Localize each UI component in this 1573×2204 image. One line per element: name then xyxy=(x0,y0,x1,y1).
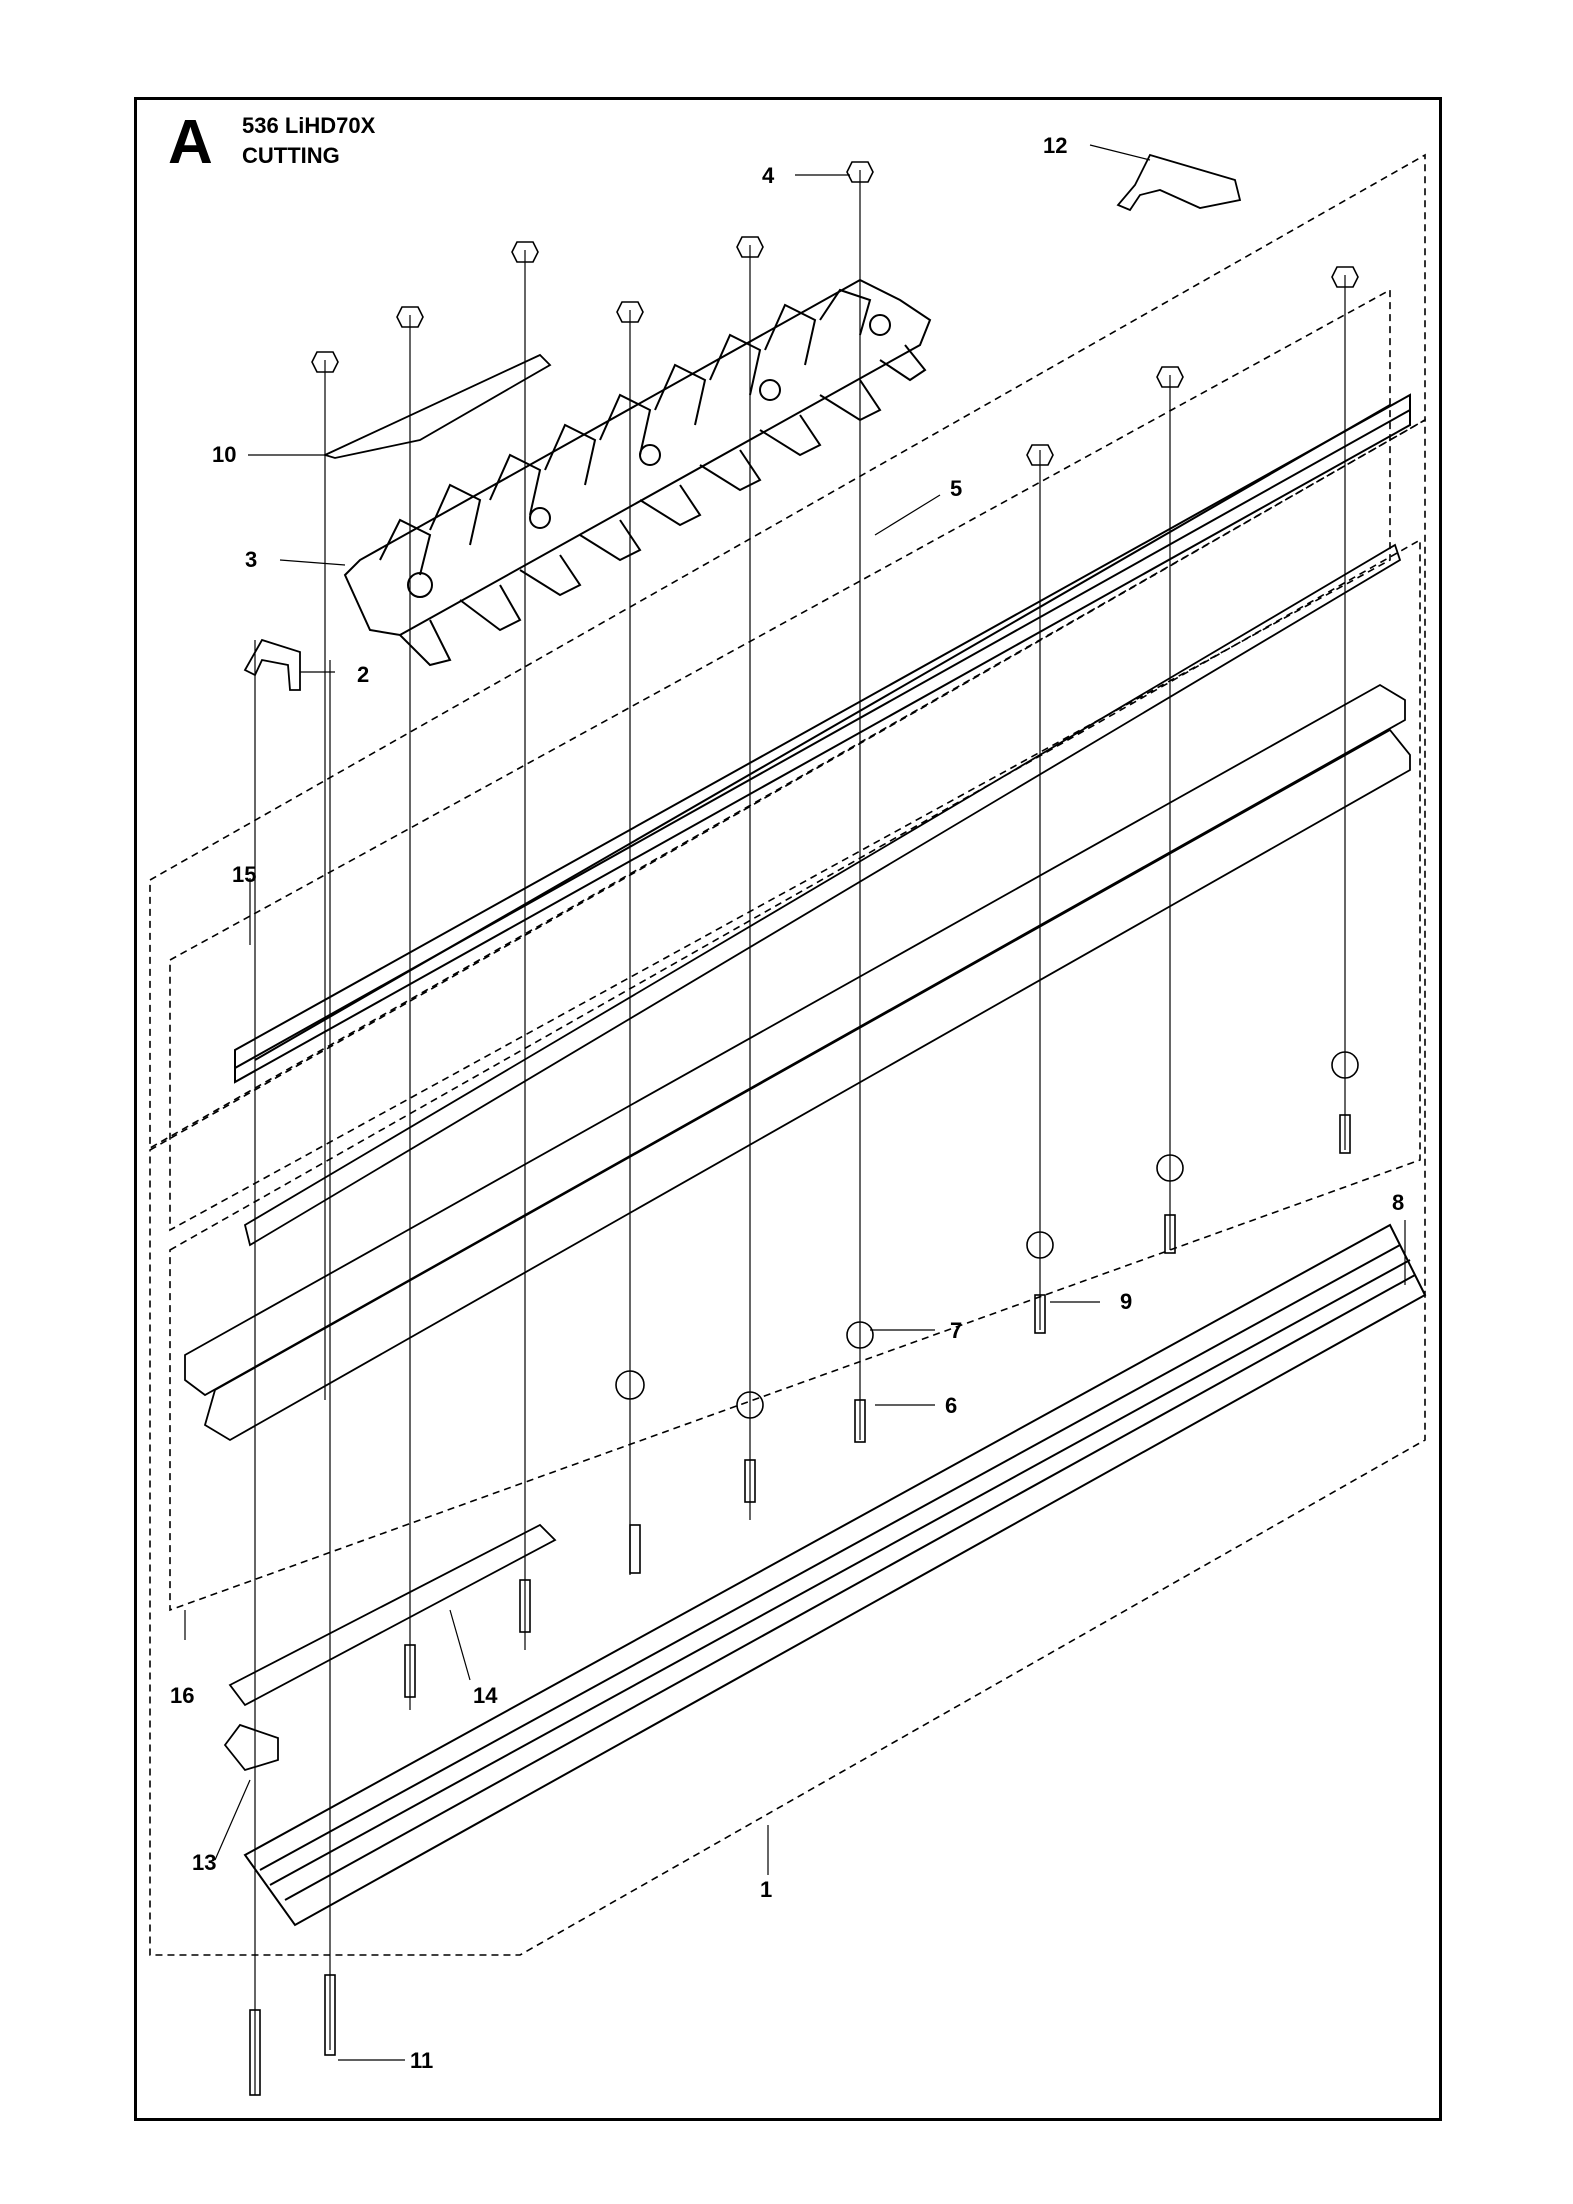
callout-9: 9 xyxy=(1120,1289,1133,1314)
callout-1: 1 xyxy=(760,1877,773,1902)
callout-2: 2 xyxy=(357,662,370,687)
callout-3: 3 xyxy=(245,547,258,572)
callout-13: 13 xyxy=(192,1850,217,1875)
lower-strip xyxy=(230,1525,555,1705)
clip-top xyxy=(245,640,300,690)
section-letter: A xyxy=(168,108,213,177)
bolt-axes xyxy=(255,170,1345,2095)
section-name: CUTTING xyxy=(242,143,340,168)
upper-blade xyxy=(345,280,930,665)
group-outline-15 xyxy=(150,155,1425,1148)
callout-11: 11 xyxy=(410,2048,434,2073)
group-outline-1 xyxy=(150,420,1425,1955)
callout-12: 12 xyxy=(1043,133,1068,158)
callout-labels xyxy=(170,133,1404,2073)
callout-5: 5 xyxy=(950,476,963,501)
guide-strip-top xyxy=(325,355,550,458)
clip-bottom xyxy=(225,1725,278,1770)
group-outline-16b xyxy=(170,540,1420,1610)
group-outline-16 xyxy=(170,290,1390,1230)
callout-4: 4 xyxy=(762,163,775,188)
callout-15: 15 xyxy=(232,862,257,887)
callout-8: 8 xyxy=(1392,1190,1405,1215)
callout-leaders xyxy=(185,145,1405,2060)
callout-6: 6 xyxy=(945,1393,958,1418)
callout-7: 7 xyxy=(950,1318,963,1343)
callout-10: 10 xyxy=(212,442,237,467)
callout-16: 16 xyxy=(170,1683,195,1708)
model-name: 536 LiHD70X xyxy=(242,113,376,138)
callout-14: 14 xyxy=(473,1683,498,1708)
lower-blade-a xyxy=(185,685,1410,1440)
key-tool xyxy=(1118,155,1240,210)
